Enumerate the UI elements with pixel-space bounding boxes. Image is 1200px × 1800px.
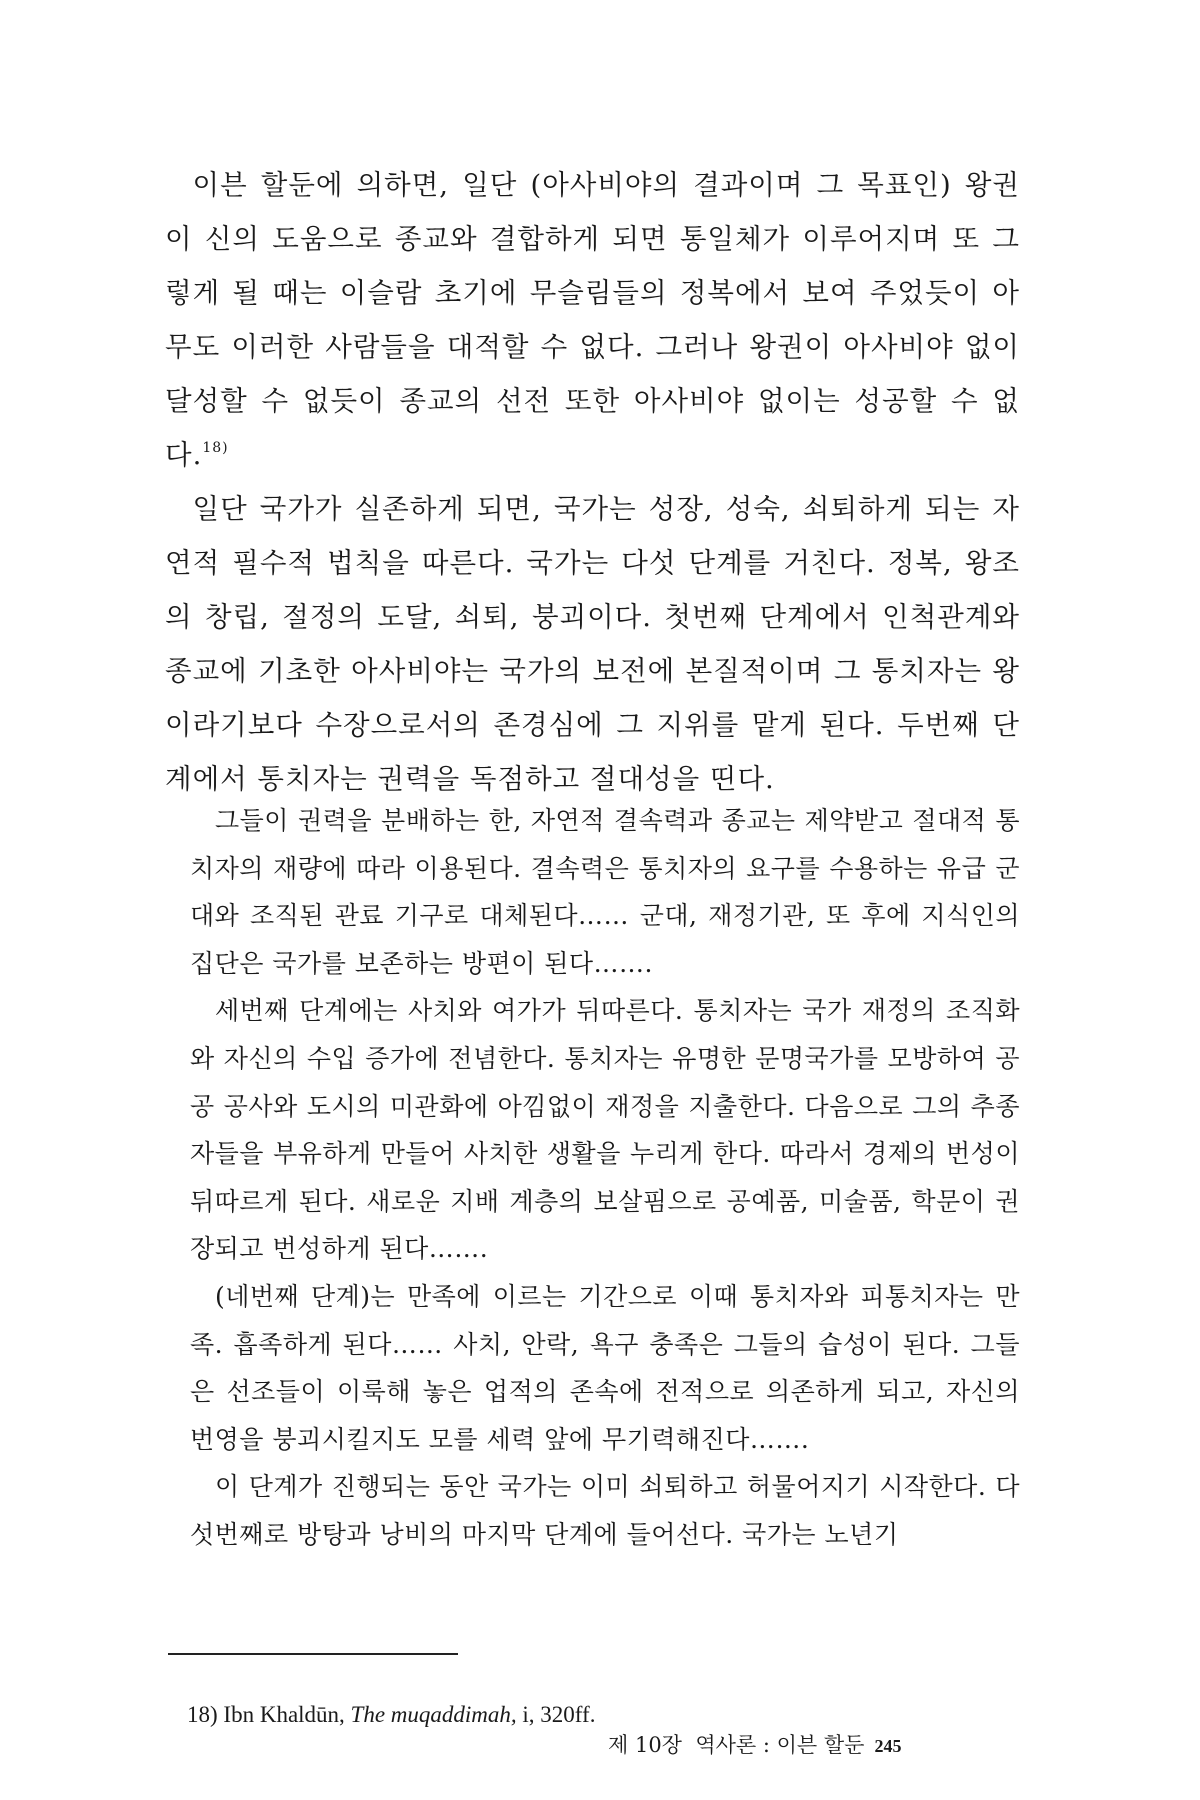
footnote-number: 18)	[187, 1702, 218, 1727]
quote-paragraph-4: 이 단계가 진행되는 동안 국가는 이미 쇠퇴하고 허물어지기 시작한다. 다섯번째로 방탕과 낭비의 마지막 단계에 들어선다. 국가는 노년기	[190, 1472, 1020, 1549]
paragraph-2-text: 일단 국가가 실존하게 되면, 국가는 성장, 성숙, 쇠퇴하게 되는 자연적 필수적 법칙을 따른다. 국가는 다섯 단계를 거친다. 정복, 왕조의 창립, 절정의 도달, 쇠퇴, 붕괴이다. 첫번째 단계에서 인척관계와 종교에 기초한 아사비야는 국가의 보전에 본질적이며 그 통치자는 왕이라기보다 수장으로서의 존경심에 그 지위를 맡게 된다. 두번째 단계에서 통치자는 권력을 독점하고 절대성을 띤다.	[165, 493, 1020, 795]
block-quote	[190, 797, 1020, 1559]
footnote-title: The muqaddimah,	[350, 1702, 517, 1727]
chapter-title: 제 10장 역사론 : 이븐 할둔	[608, 1733, 865, 1757]
quote-paragraph-1: 그들이 권력을 분배하는 한, 자연적 결속력과 종교는 제약받고 절대적 통치자의 재량에 따라 이용된다. 결속력은 통치자의 요구를 수용하는 유급 군대와 조직된 관료 기구로 대체된다…… 군대, 재정기관, 또 후에 지식인의 집단은 국가를 보존하는 방편이 된다…….	[190, 806, 1020, 978]
quote-paragraph-3: (네번째 단계)는 만족에 이르는 기간으로 이때 통치자와 피통치자는 만족. 흡족하게 된다…… 사치, 안락, 욕구 충족은 그들의 습성이 된다. 그들은 선조들이 이룩해 놓은 업적의 존속에 전적으로 의존하게 되고, 자신의 번영을 붕괴시킬지도 모를 세력 앞에 무기력해진다…….	[190, 1281, 1020, 1454]
footnote	[187, 1700, 595, 1730]
running-footer	[608, 1730, 901, 1761]
footnote-author: Ibn Khaldūn,	[223, 1702, 345, 1727]
quote-paragraph-2: 세번째 단계에는 사치와 여가가 뒤따른다. 통치자는 국가 재정의 조직화와 자신의 수입 증가에 전념한다. 통치자는 유명한 문명국가를 모방하여 공공 공사와 도시의 미관화에 아낌없이 재정을 지출한다. 다음으로 그의 추종자들을 부유하게 만들어 사치한 생활을 누리게 한다. 따라서 경제의 번성이 뒤따르게 된다. 새로운 지배 계층의 보살핌으로 공예품, 미술품, 학문이 권장되고 번성하게 된다…….	[190, 996, 1020, 1264]
paragraph-2	[165, 482, 1020, 806]
paragraph-1	[165, 158, 1020, 482]
footnote-reference: 18)	[202, 440, 229, 456]
footnote-divider	[168, 1653, 458, 1655]
page-number: 245	[874, 1736, 902, 1756]
main-text	[165, 158, 1020, 806]
footnote-ref: i, 320ff.	[522, 1702, 596, 1727]
paragraph-1-text: 이븐 할둔에 의하면, 일단 (아사비야의 결과이며 그 목표인) 왕권이 신의 도움으로 종교와 결합하게 되면 통일체가 이루어지며 또 그렇게 될 때는 이슬람 초기에 무슬림들의 정복에서 보여 주었듯이 아무도 이러한 사람들을 대적할 수 없다. 그러나 왕권이 아사비야 없이 달성할 수 없듯이 종교의 선전 또한 아사비야 없이는 성공할 수 없다.	[165, 169, 1020, 471]
